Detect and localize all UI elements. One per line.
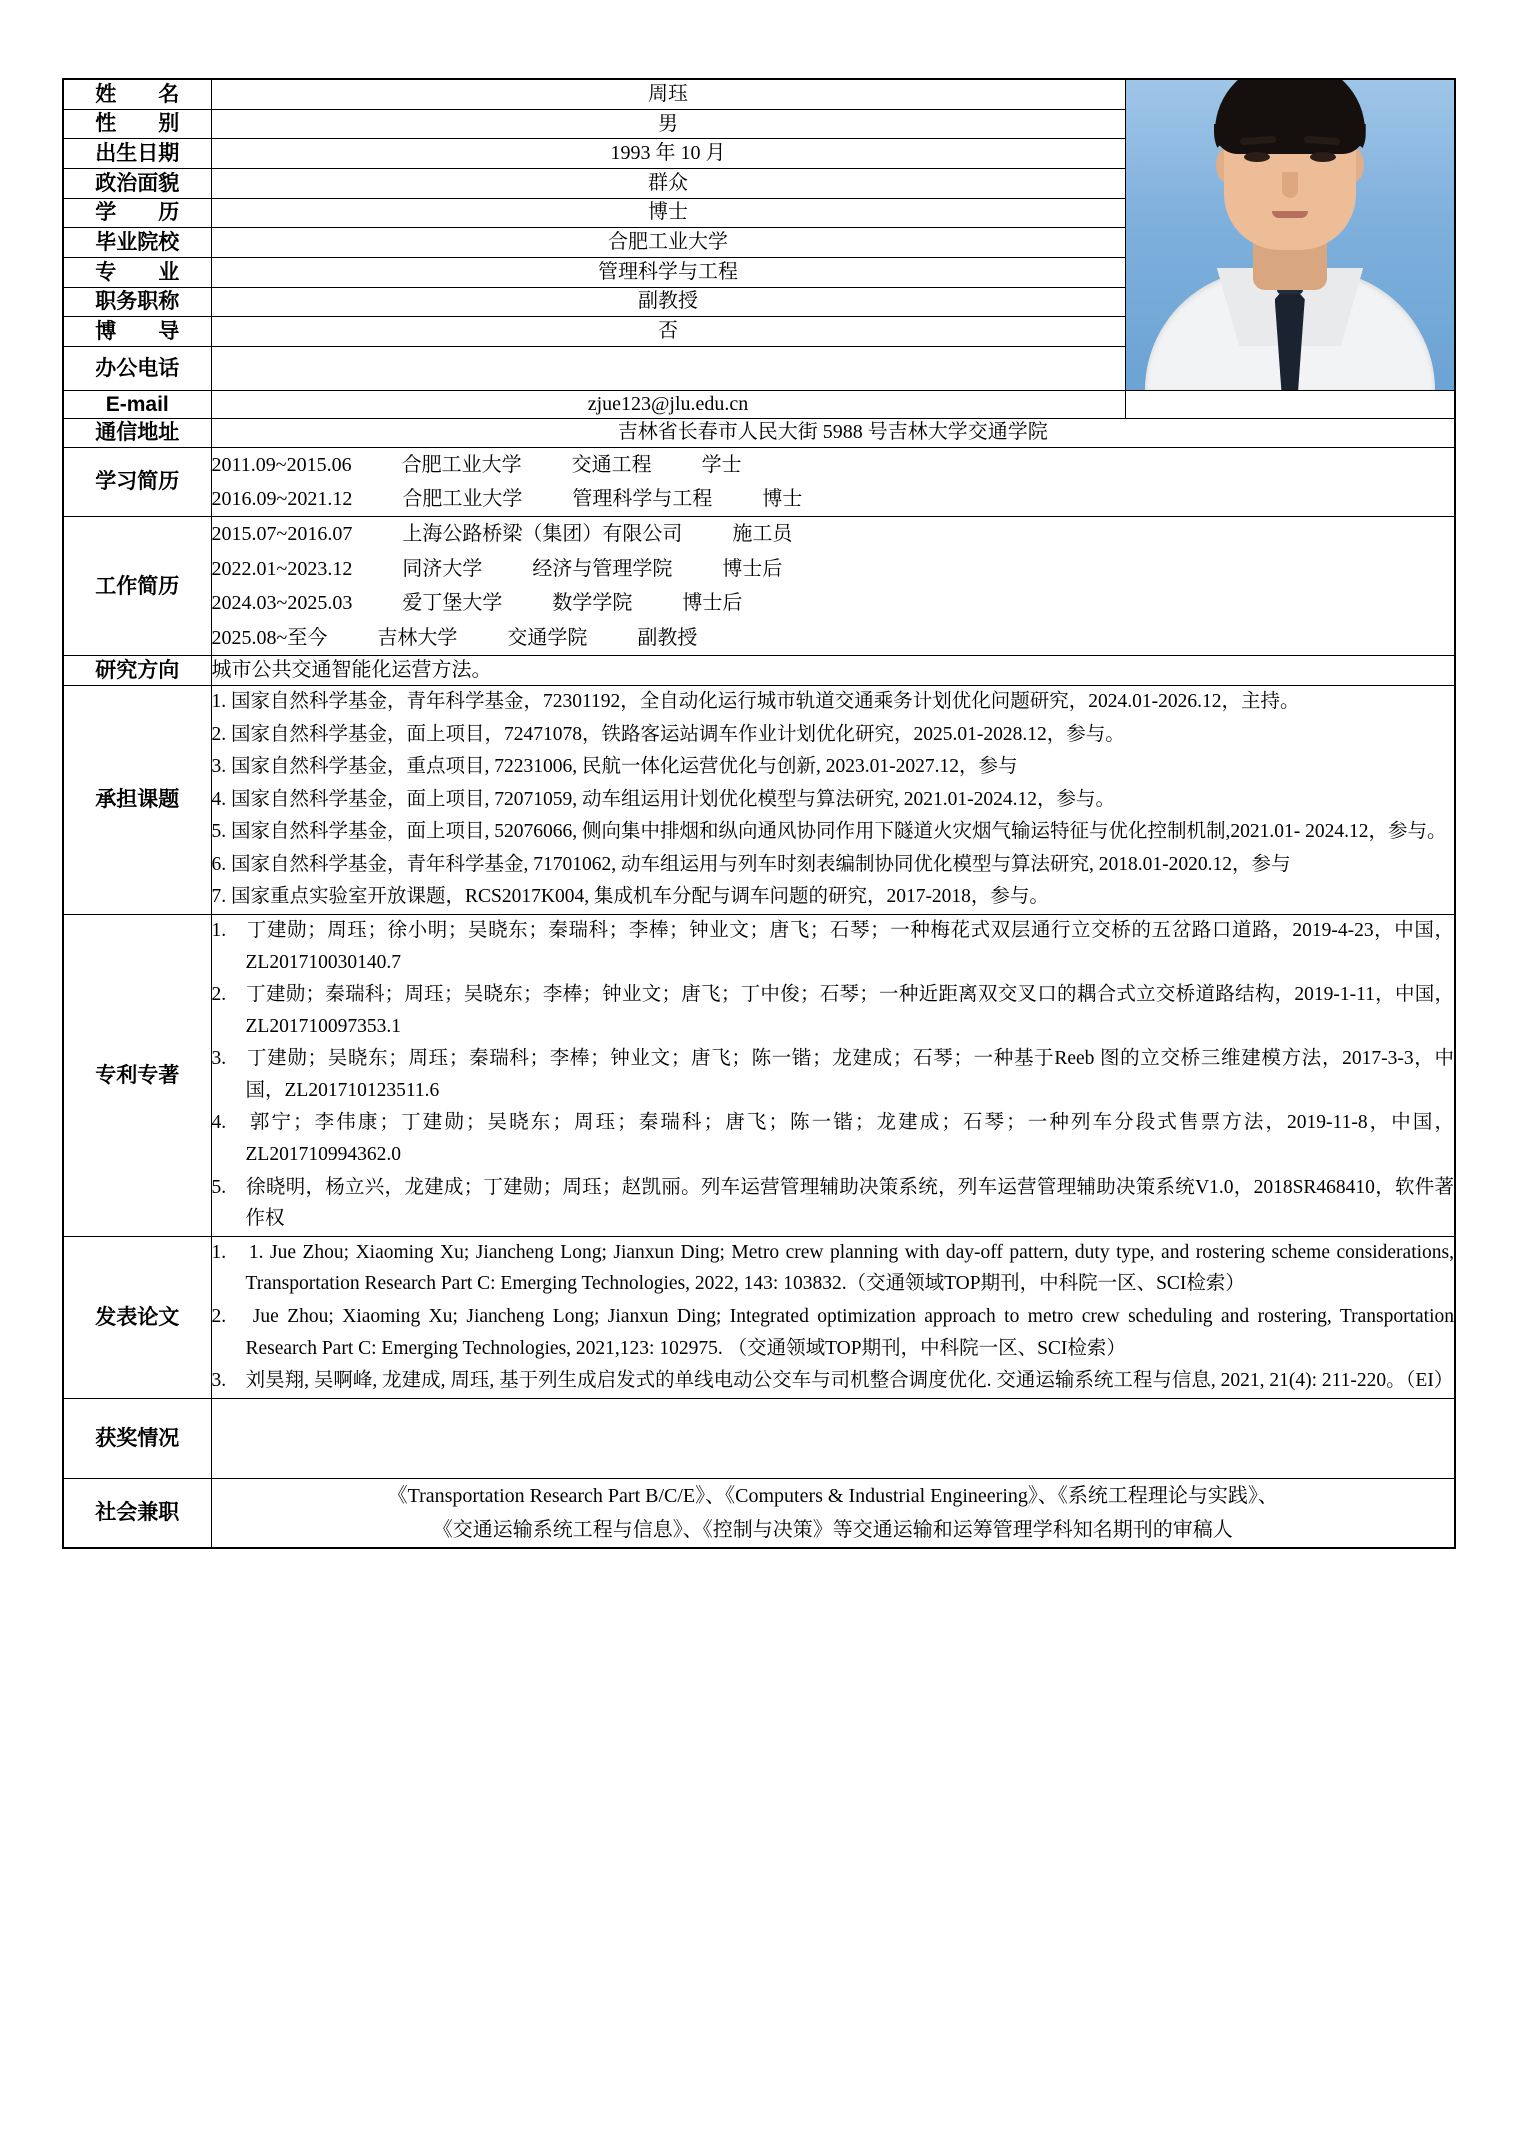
label-work-history: 工作简历: [63, 517, 211, 656]
label-gender: 性 别: [63, 109, 211, 139]
value-name: 周珏: [211, 79, 1125, 109]
work-history-item: 2022.01~2023.12 同济大学 经济与管理学院 博士后: [211, 557, 783, 580]
patent-item: 5. 徐晓明，杨立兴，龙建成；丁建勋；周珏；赵凯丽。列车运营管理辅助决策系统，列车运营管理辅助决策系统V1.0，2018SR468410，软件著作权: [211, 1176, 1454, 1230]
cv-table: [62, 78, 1456, 1549]
value-work-history: [211, 517, 1455, 656]
value-publications: [211, 1236, 1455, 1398]
value-study-history: [211, 447, 1455, 517]
value-gender: 男: [211, 109, 1125, 139]
label-job-title: 职务职称: [63, 287, 211, 317]
patent-item: 2. 丁建勋；秦瑞科；周珏；吴晓东；李棒；钟业文；唐飞；丁中俊；石琴；一种近距离双交叉口的耦合式立交桥道路结构，2019-1-11，中国，ZL201710097353.1: [211, 984, 1454, 1037]
work-history-item: 2024.03~2025.03 爱丁堡大学 数学学院 博士后: [211, 592, 743, 615]
table-row-address: [63, 419, 1455, 447]
value-address: 吉林省长春市人民大街 5988 号吉林大学交通学院: [211, 419, 1455, 447]
portrait-photo: [1126, 80, 1455, 390]
study-history-item: 2011.09~2015.06 合肥工业大学 交通工程 学士: [211, 453, 742, 476]
value-projects: [211, 685, 1455, 914]
value-social-positions: [211, 1478, 1455, 1548]
value-research-area: 城市公共交通智能化运营方法。: [211, 655, 1455, 685]
portrait-eye-left: [1244, 152, 1270, 162]
table-row-name: [63, 79, 1455, 109]
project-item: 5. 国家自然科学基金，面上项目, 52076066, 侧向集中排烟和纵向通风协同作用下隧道火灾烟气输运特征与优化控制机制,2021.01- 2024.12，参与。: [211, 821, 1447, 843]
table-row-research-area: [63, 655, 1455, 685]
value-birth-date: 1993 年 10 月: [211, 139, 1125, 169]
portrait-nose: [1282, 172, 1298, 198]
label-political-status: 政治面貌: [63, 169, 211, 199]
label-awards: 获奖情况: [63, 1398, 211, 1478]
table-row-social: [63, 1478, 1455, 1548]
project-item: 3. 国家自然科学基金，重点项目, 72231006, 民航一体化运营优化与创新, 2023.01-2027.12，参与: [211, 756, 1018, 778]
label-social-positions: 社会兼职: [63, 1478, 211, 1548]
label-major: 专 业: [63, 257, 211, 287]
publication-item: 2. Jue Zhou; Xiaoming Xu; Jiancheng Long; Jianxun Ding; Integrated optimization approach to metro crew scheduling and rostering, Transportation Research Part C: Emerging Technologies, 2021,123: 102975. （交通领域TOP期刊，中科院一区、SCI检索）: [211, 1305, 1454, 1359]
work-history-item: 2015.07~2016.07 上海公路桥梁（集团）有限公司 施工员: [211, 523, 793, 546]
project-item: 2. 国家自然科学基金，面上项目，72471078，铁路客运站调车作业计划优化研究，2025.01-2028.12，参与。: [211, 723, 1125, 745]
project-item: 4. 国家自然科学基金，面上项目, 72071059, 动车组运用计划优化模型与算法研究, 2021.01-2024.12，参与。: [211, 788, 1115, 810]
table-row-awards: [63, 1398, 1455, 1478]
portrait-mouth: [1272, 211, 1308, 218]
table-row-patents: [63, 914, 1455, 1236]
project-item: 1. 国家自然科学基金，青年科学基金，72301192，全自动化运行城市轨道交通乘务计划优化问题研究，2024.01-2026.12，主持。: [211, 690, 1300, 712]
label-birth-date: 出生日期: [63, 139, 211, 169]
photo-cell-filler: [1125, 391, 1455, 419]
publication-item: 3. 刘昊翔, 吴啊峰, 龙建成, 周珏, 基于列生成启发式的单线电动公交车与司机整合调度优化. 交通运输系统工程与信息, 2021, 21(4): 211-220。（EI）: [211, 1370, 1454, 1392]
label-study-history: 学习简历: [63, 447, 211, 517]
social-line: 《交通运输系统工程与信息》、《控制与决策》等交通运输和运筹管理学科知名期刊的审稿人: [432, 1518, 1233, 1541]
table-row-email: [63, 391, 1455, 419]
table-row-study-history: [63, 447, 1455, 517]
label-name: 姓 名: [63, 79, 211, 109]
value-email: zjue123@jlu.edu.cn: [211, 391, 1125, 419]
table-row-work-history: [63, 517, 1455, 656]
value-political-status: 群众: [211, 169, 1125, 199]
value-job-title: 副教授: [211, 287, 1125, 317]
publication-item: 1. 1. Jue Zhou; Xiaoming Xu; Jiancheng Long; Jianxun Ding; Metro crew planning with day-off pattern, duty type, and rostering scheme considerations, Transportation Research Part C: Emerging Technologies, 2022, 143: 103832.（交通领域TOP期刊，中科院一区、SCI检索）: [211, 1241, 1454, 1295]
social-line: 《Transportation Research Part B/C/E》、《Computers & Industrial Engineering》、《系统工程理论与实践》、: [387, 1484, 1278, 1507]
label-research-area: 研究方向: [63, 655, 211, 685]
value-phd-advisor: 否: [211, 317, 1125, 347]
label-projects: 承担课题: [63, 685, 211, 914]
value-patents: [211, 914, 1455, 1236]
value-education: 博士: [211, 198, 1125, 228]
label-phd-advisor: 博 导: [63, 317, 211, 347]
label-email: E-mail: [63, 391, 211, 419]
label-patents: 专利专著: [63, 914, 211, 1236]
label-office-phone: 办公电话: [63, 347, 211, 391]
value-awards: [211, 1398, 1455, 1478]
label-publications: 发表论文: [63, 1236, 211, 1398]
portrait-hair: [1215, 80, 1365, 154]
value-major: 管理科学与工程: [211, 257, 1125, 287]
study-history-item: 2016.09~2021.12 合肥工业大学 管理科学与工程 博士: [211, 487, 803, 510]
label-graduation-school: 毕业院校: [63, 228, 211, 258]
label-address: 通信地址: [63, 419, 211, 447]
label-education: 学 历: [63, 198, 211, 228]
portrait-eye-right: [1310, 152, 1336, 162]
value-graduation-school: 合肥工业大学: [211, 228, 1125, 258]
patent-item: 1. 丁建勋；周珏；徐小明；吴晓东；秦瑞科；李棒；钟业文；唐飞；石琴；一种梅花式双层通行立交桥的五岔路口道路，2019-4-23，中国，ZL201710030140.7: [211, 919, 1454, 973]
patent-item: 3. 丁建勋；吴晓东；周珏；秦瑞科；李棒；钟业文；唐飞；陈一锴；龙建成；石琴；一种基于Reeb 图的立交桥三维建模方法，2017-3-3，中国，ZL201710123511.6: [211, 1048, 1454, 1101]
project-item: 6. 国家自然科学基金，青年科学基金, 71701062, 动车组运用与列车时刻表编制协同优化模型与算法研究, 2018.01-2020.12，参与: [211, 853, 1291, 875]
work-history-item: 2025.08~至今 吉林大学 交通学院 副教授: [211, 626, 698, 649]
photo-cell: [1125, 79, 1455, 391]
table-row-projects: [63, 685, 1455, 914]
value-office-phone: [211, 347, 1125, 391]
patent-item: 4. 郭宁；李伟康；丁建勋；吴晓东；周珏；秦瑞科；唐飞；陈一锴；龙建成；石琴；一种列车分段式售票方法，2019-11-8，中国，ZL201710994362.0: [211, 1112, 1454, 1166]
project-item: 7. 国家重点实验室开放课题，RCS2017K004, 集成机车分配与调车问题的研究，2017-2018，参与。: [211, 886, 1049, 908]
table-row-publications: [63, 1236, 1455, 1398]
